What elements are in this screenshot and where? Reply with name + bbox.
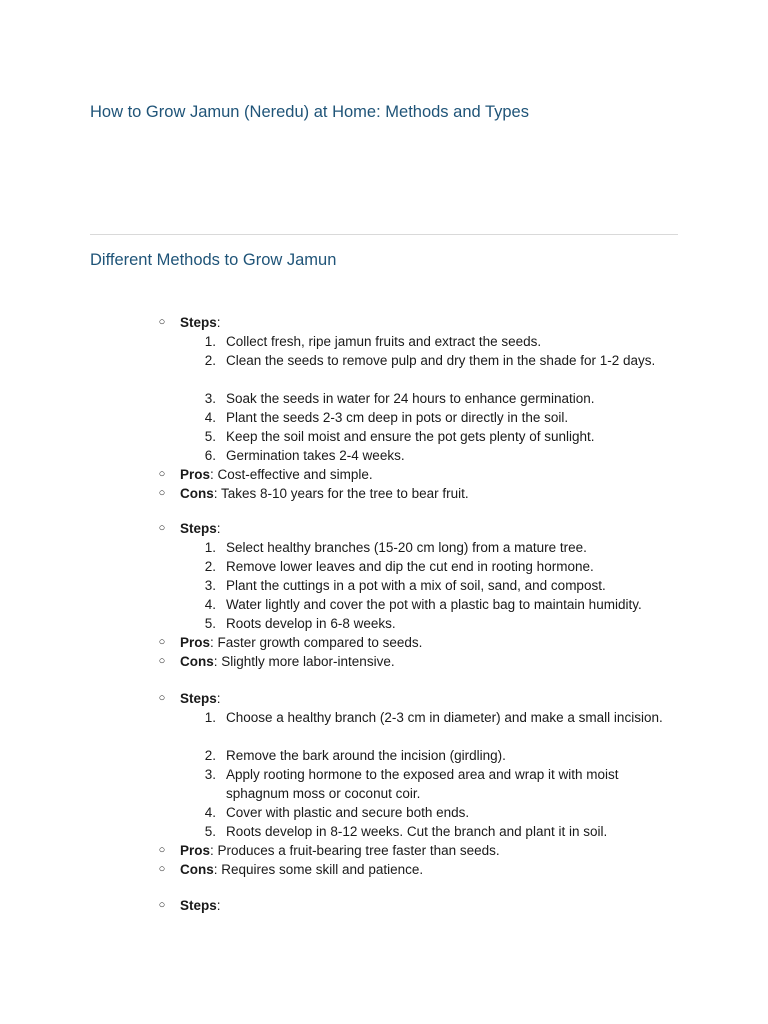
- step-text: Remove the bark around the incision (girdling).: [226, 748, 506, 763]
- cons-text: Cons: Takes 8-10 years for the tree to bear fruit.: [180, 486, 469, 501]
- pros-text: Pros: Cost-effective and simple.: [180, 467, 373, 482]
- hollow-bullet-icon: ○: [158, 522, 166, 534]
- step-text: Keep the soil moist and ensure the pot gets plenty of sunlight.: [226, 429, 595, 444]
- hollow-bullet-icon: ○: [158, 863, 166, 875]
- step-number: 2.: [204, 748, 216, 763]
- hollow-bullet-icon: ○: [158, 636, 166, 648]
- steps-label: Steps:: [180, 691, 221, 706]
- steps-label: Steps:: [180, 315, 221, 330]
- step-text: Soak the seeds in water for 24 hours to enhance germination.: [226, 391, 595, 406]
- hollow-bullet-icon: ○: [158, 692, 166, 704]
- step-number: 4.: [204, 597, 216, 612]
- section-heading: Different Methods to Grow Jamun: [90, 251, 337, 269]
- step-number: 3.: [204, 578, 216, 593]
- step-number: 5.: [204, 616, 216, 631]
- horizontal-divider: [90, 234, 678, 235]
- hollow-bullet-icon: ○: [158, 655, 166, 667]
- pros-text: Pros: Faster growth compared to seeds.: [180, 635, 423, 650]
- step-text: Water lightly and cover the pot with a plastic bag to maintain humidity.: [226, 597, 642, 612]
- step-number: 1.: [204, 710, 216, 725]
- pros-text: Pros: Produces a fruit-bearing tree faster than seeds.: [180, 843, 500, 858]
- step-number: 1.: [204, 334, 216, 349]
- step-number: 5.: [204, 429, 216, 444]
- document-title: How to Grow Jamun (Neredu) at Home: Methods and Types: [90, 103, 529, 121]
- step-text: Germination takes 2-4 weeks.: [226, 448, 405, 463]
- hollow-bullet-icon: ○: [158, 844, 166, 856]
- steps-label: Steps:: [180, 521, 221, 536]
- step-number: 2.: [204, 559, 216, 574]
- step-text: Collect fresh, ripe jamun fruits and extract the seeds.: [226, 334, 542, 349]
- step-text: Cover with plastic and secure both ends.: [226, 805, 470, 820]
- step-number: 1.: [204, 540, 216, 555]
- cons-text: Cons: Slightly more labor-intensive.: [180, 654, 395, 669]
- step-number: 5.: [204, 824, 216, 839]
- steps-label: Steps:: [180, 898, 221, 913]
- step-text: Roots develop in 6-8 weeks.: [226, 616, 396, 631]
- step-number: 6.: [204, 448, 216, 463]
- step-number: 3.: [204, 767, 216, 782]
- step-number: 4.: [204, 410, 216, 425]
- step-text: Choose a healthy branch (2-3 cm in diameter) and make a small incision.: [226, 710, 663, 725]
- step-text: Plant the seeds 2-3 cm deep in pots or directly in the soil.: [226, 410, 569, 425]
- cons-text: Cons: Requires some skill and patience.: [180, 862, 424, 877]
- step-text: Apply rooting hormone to the exposed area and wrap it with moist sphagnum moss or coconut coir.: [226, 767, 619, 801]
- step-number: 3.: [204, 391, 216, 406]
- step-text: Remove lower leaves and dip the cut end in rooting hormone.: [226, 559, 594, 574]
- hollow-bullet-icon: ○: [158, 487, 166, 499]
- step-text: Select healthy branches (15-20 cm long) from a mature tree.: [226, 540, 587, 555]
- step-text: Plant the cuttings in a pot with a mix of soil, sand, and compost.: [226, 578, 606, 593]
- hollow-bullet-icon: ○: [158, 316, 166, 328]
- hollow-bullet-icon: ○: [158, 468, 166, 480]
- step-number: 4.: [204, 805, 216, 820]
- hollow-bullet-icon: ○: [158, 899, 166, 911]
- step-text: Clean the seeds to remove pulp and dry them in the shade for 1-2 days.: [226, 353, 656, 368]
- step-number: 2.: [204, 353, 216, 368]
- step-text: Roots develop in 8-12 weeks. Cut the branch and plant it in soil.: [226, 824, 608, 839]
